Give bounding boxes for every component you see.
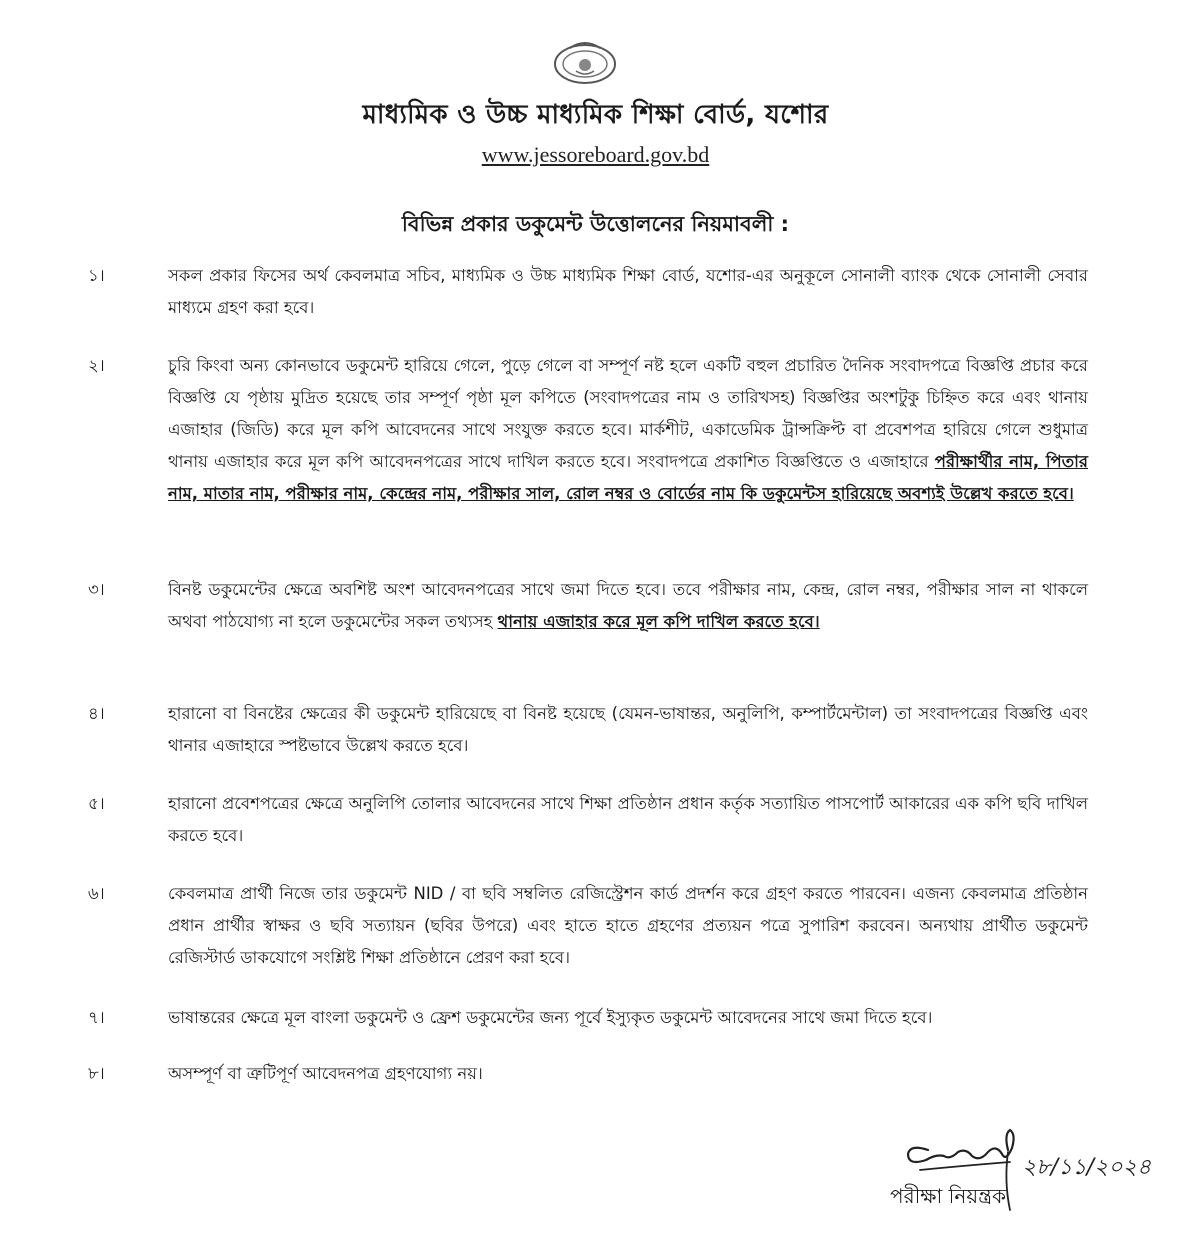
rule-item-2 [88,350,1088,510]
rule-text: সকল প্রকার ফিসের অর্থ কেবলমাত্র সচিব, মাধ্যমিক ও উচ্চ মাধ্যমিক শিক্ষা বোর্ড, যশোর-এর অনুকূলে সোনালী ব্যাংক থেকে সোনালী সেবার মাধ্যমে গ্রহণ করা হবে। [168,266,1088,317]
rule-emphasis: থানায় এজাহার করে মূল কপি দাখিল করতে হবে। [497,612,820,631]
rule-item-1 [88,260,1088,324]
rule-number: ৫। [88,794,105,813]
rule-number: ১। [88,266,105,285]
rule-text-container [168,350,1088,510]
rule-number: ৪। [88,704,105,723]
document-heading: বিভিন্ন প্রকার ডকুমেন্ট উত্তোলনের নিয়মাবলী : [401,212,790,236]
board-name: মাধ্যমিক ও উচ্চ মাধ্যমিক শিক্ষা বোর্ড, যশোর [362,100,829,130]
rule-text: ভাষান্তরের ক্ষেত্রে মূল বাংলা ডকুমেন্ট ও ফ্রেশ ডকুমেন্টের জন্য পূর্বে ইস্যুকৃত ডকুমেন্ট আবেদনের সাথে জমা দিতে হবে। [168,1008,933,1027]
rule-number: ৬। [88,884,105,903]
rule-number: ৩। [88,580,105,599]
rule-text: হারানো প্রবেশপত্রের ক্ষেত্রে অনুলিপি তোলার আবেদনের সাথে শিক্ষা প্রতিষ্ঠান প্রধান কর্তৃক সত্যায়িত পাসপোর্ট আকারের এক কপি ছবি দাখিল করতে হবে। [168,794,1088,845]
rule-number: ২। [88,356,105,375]
rule-item-4 [88,698,1088,762]
rule-item-6 [88,878,1088,974]
rule-text: অসম্পূর্ণ বা ত্রুটিপূর্ণ আবেদনপত্র গ্রহণযোগ্য নয়। [168,1064,483,1083]
website-link[interactable]: www.jessoreboard.gov.bd [481,142,710,167]
rule-text-container [168,574,1088,638]
rule-number: ৭। [88,1008,105,1027]
rule-text: বিনষ্ট ডকুমেন্টের ক্ষেত্রে অবশিষ্ট অংশ আবেদনপত্রের সাথে জমা দিতে হবে। তবে পরীক্ষার নাম, কেন্দ্র, রোল নম্বর, পরীক্ষার সাল না থাকলে অথবা পাঠযোগ্য না হলে ডকুমেন্টের সকল তথ্যসহ [168,580,1088,631]
rule-emphasis: পরীক্ষার্থীর নাম, পিতার নাম, মাতার নাম, পরীক্ষার নাম, কেন্দ্রের নাম, পরীক্ষার সাল, রোল নম্বর ও বোর্ডের নাম কি ডকুমেন্টস হারিয়েছে অবশ্যই উল্লেখ করতে হবে। [168,452,1088,503]
signature-date: ২৮/১১/২০২৪ [1022,1155,1152,1180]
rule-item-8 [88,1058,1088,1090]
rule-item-5 [88,788,1088,852]
rule-item-7 [88,1002,1088,1034]
rule-number: ৮। [88,1064,105,1083]
board-seal-logo [552,38,618,84]
rule-item-3 [88,574,1088,638]
rule-text: হারানো বা বিনষ্টের ক্ষেত্রের কী ডকুমেন্ট হারিয়েছে বা বিনষ্ট হয়েছে (যেমন-ভাষান্তর, অনুলিপি, কম্পার্টমেন্টাল) তা সংবাদপত্রের বিজ্ঞপ্তি এবং থানার এজাহারে স্পষ্টভাবে উল্লেখ করতে হবে। [168,704,1088,755]
signatory-title: পরীক্ষা নিয়ন্ত্রক [890,1184,1006,1208]
rule-text: চুরি কিংবা অন্য কোনভাবে ডকুমেন্ট হারিয়ে গেলে, পুড়ে গেলে বা সম্পূর্ণ নষ্ট হলে একটি বহুল প্রচারিত দৈনিক সংবাদপত্রে বিজ্ঞপ্তি প্রচার করে বিজ্ঞপ্তি যে পৃষ্ঠায় মুদ্রিত হয়েছে তার সম্পূর্ণ পৃষ্ঠা মূল কপিতে (সংবাদপত্রের নাম ও তারিখসহ) বিজ্ঞপ্তির অংশটুকু চিহ্নিত করে এবং থানায় এজাহার (জিডি) করে মূল কপি আবেদনের সাথে সংযুক্ত করতে হবে। মার্কশীট, একাডেমিক ট্রান্সক্রিপ্ট বা প্রবেশপত্র হারিয়ে গেলে শুধুমাত্র থানায় এজাহার করে মূল কপি আবেদনপত্রের সাথে দাখিল করতে হবে। সংবাদপত্রে প্রকাশিত বিজ্ঞপ্তিতে ও এজাহারে [168,356,1088,471]
rule-text: কেবলমাত্র প্রার্থী নিজে তার ডকুমেন্ট NID / বা ছবি সম্বলিত রেজিস্ট্রেশন কার্ড প্রদর্শন করে গ্রহণ করতে পারবেন। এজন্য কেবলমাত্র প্রতিষ্ঠান প্রধান প্রার্থীর স্বাক্ষর ও ছবি সত্যায়ন (ছবির উপরে) এবং হাতে হাতে গ্রহণের প্রত্যয়ন পত্রে সুপারিশ করবেন। অন্যথায় প্রার্থীত ডকুমেন্ট রেজিস্টার্ড ডাকযোগে সংশ্লিষ্ট শিক্ষা প্রতিষ্ঠানে প্রেরণ করা হবে। [168,884,1088,967]
